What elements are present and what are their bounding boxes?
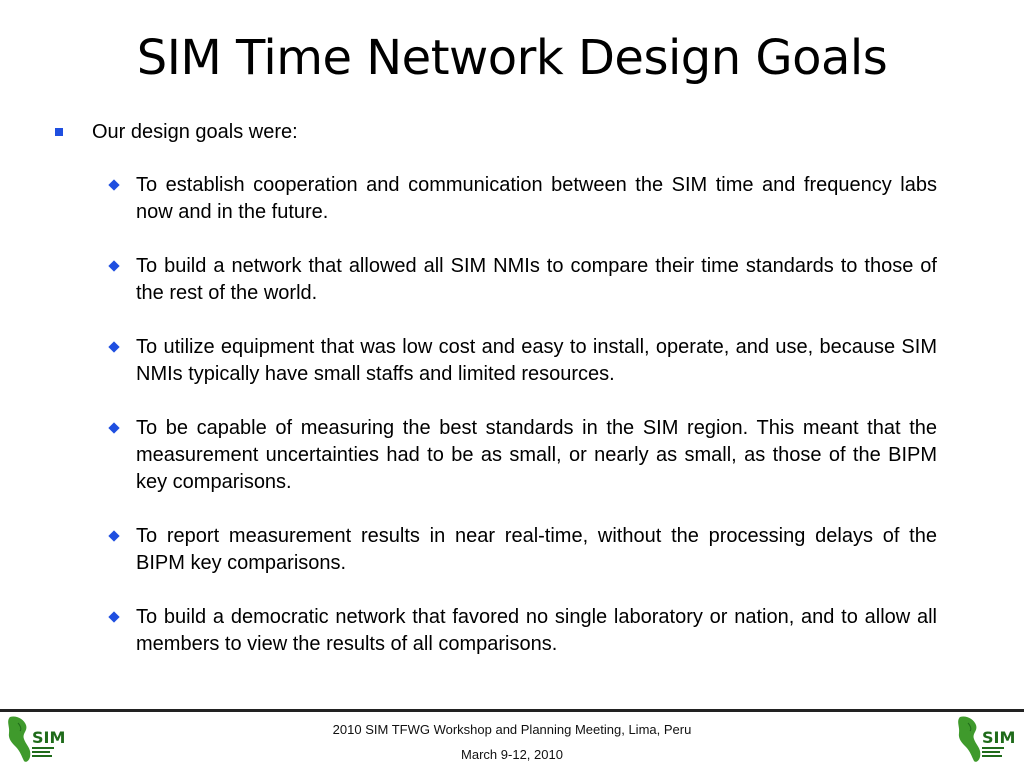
goal-text: To establish cooperation and communication between the SIM time and frequency labs now and in the future. xyxy=(136,174,937,223)
goal-item xyxy=(136,253,937,307)
footer-date: March 9-12, 2010 xyxy=(461,747,563,762)
goal-item xyxy=(136,172,937,226)
footer-divider xyxy=(0,709,1024,712)
diamond-bullet-icon xyxy=(108,530,119,541)
diamond-bullet-icon xyxy=(108,341,119,352)
diamond-bullet-icon xyxy=(108,260,119,271)
diamond-bullet-icon xyxy=(108,422,119,433)
svg-text:SIM: SIM xyxy=(32,728,66,747)
square-bullet-icon xyxy=(55,128,63,136)
diamond-bullet-icon xyxy=(108,179,119,190)
intro-bullet xyxy=(52,118,937,146)
goals-list xyxy=(52,172,937,658)
sim-logo-right xyxy=(952,713,1022,765)
goal-text: To utilize equipment that was low cost and easy to install, operate, and use, because SIM NMIs typically have small staffs and limited resources. xyxy=(136,336,937,385)
goal-item xyxy=(136,523,937,577)
footer-event: 2010 SIM TFWG Workshop and Planning Meeting, Lima, Peru xyxy=(332,722,692,737)
goal-item xyxy=(136,334,937,388)
intro-text: Our design goals were: xyxy=(92,121,298,143)
goal-text: To build a democratic network that favored no single laboratory or nation, and to allow all members to view the results of all comparisons. xyxy=(136,606,937,655)
svg-text:SIM: SIM xyxy=(982,728,1016,747)
goal-item xyxy=(136,415,937,496)
slide-title: SIM Time Network Design Goals xyxy=(136,30,888,86)
sim-americas-logo-icon xyxy=(952,713,1022,765)
diamond-bullet-icon xyxy=(108,611,119,622)
slide-content xyxy=(52,118,937,685)
goal-text: To report measurement results in near real-time, without the processing delays of the BIPM key comparisons. xyxy=(136,525,937,574)
goal-text: To be capable of measuring the best standards in the SIM region. This meant that the measurement uncertainties had to be as small, or nearly as small, as those of the BIPM key comparisons. xyxy=(136,417,937,493)
goal-text: To build a network that allowed all SIM NMIs to compare their time standards to those of the rest of the world. xyxy=(136,255,937,304)
goal-item xyxy=(136,604,937,658)
